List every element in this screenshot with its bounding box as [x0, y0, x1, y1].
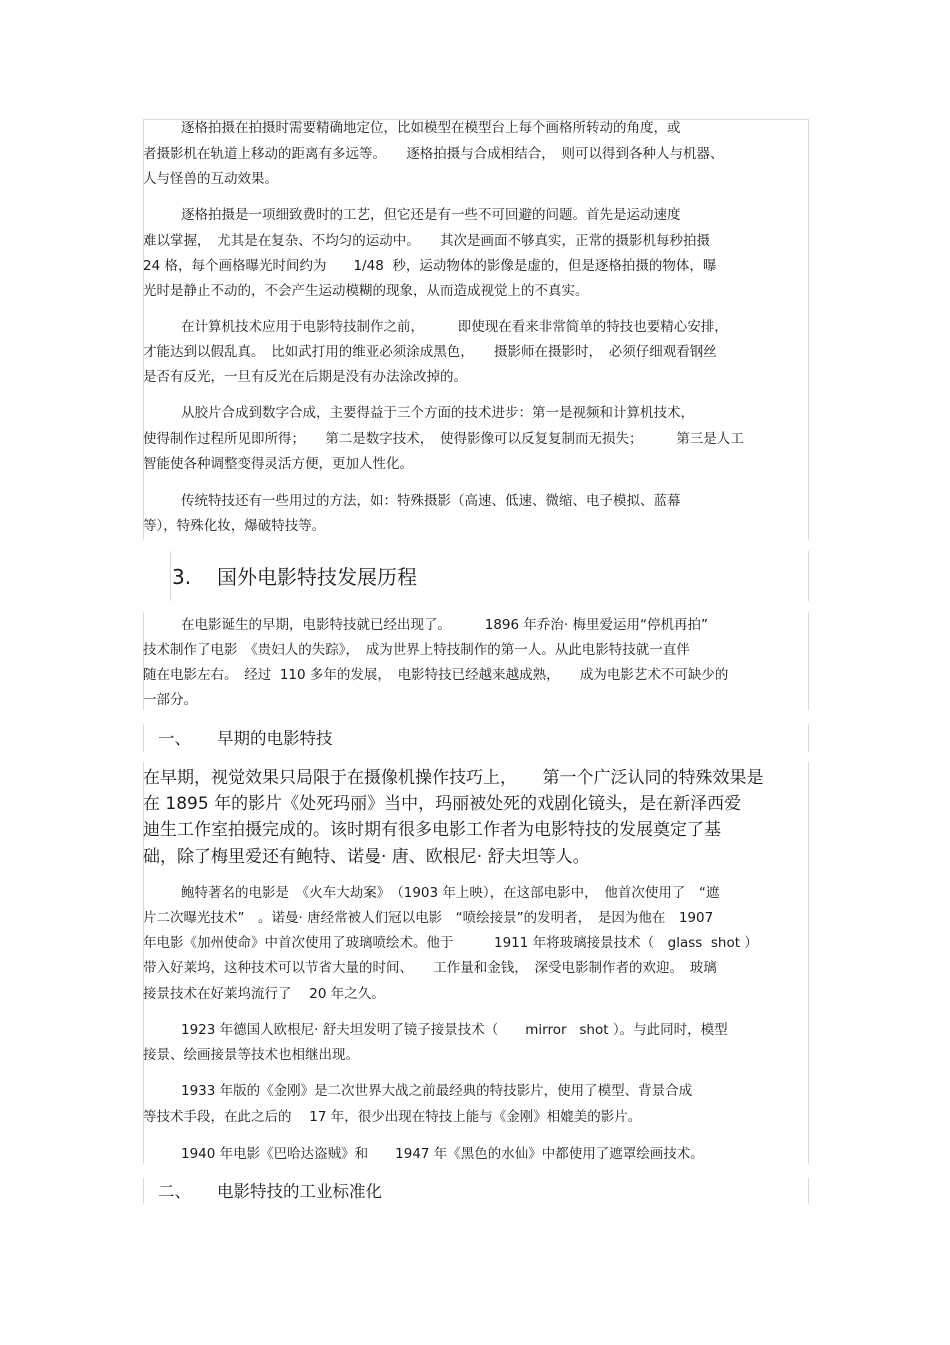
text-line: 等技术手段，在此之后的 17 年，很少出现在特技上能与《金刚》相媲美的影片。 [143, 1109, 642, 1125]
text-line: 使得制作过程所见即所得； 第二是数字技术， 使得影像可以反复复制而无损失； 第三是人工 [143, 431, 744, 447]
text-line: 24 格，每个画格曝光时间约为 1/48 秒，运动物体的影像是虚的，但是逐格拍摄的物体，曝 [143, 258, 717, 274]
text-line: 迪生工作室拍摄完成的。该时期有很多电影工作者为电影特技的发展奠定了基 [143, 820, 721, 840]
text-line: 智能使各种调整变得灵活方便，更加人性化。 [143, 456, 413, 472]
text-line: 带入好莱坞，这种技术可以节省大量的时间、 工作量和金钱， 深受电影制作者的欢迎。 玻璃 [143, 960, 717, 976]
text-line: 在计算机技术应用于电影特技制作之前， 即使现在看来非常简单的特技也要精心安排， [181, 319, 728, 335]
text-line: 1940 年电影《巴哈达盗贼》和 1947 年《黑色的水仙》中都使用了遮罩绘画技术。 [181, 1146, 704, 1162]
text-line: 鲍特著名的电影是 《火车大劫案》 （1903 年上映），在这部电影中， 他首次使用了 “遮 [181, 885, 720, 901]
text-line: 1933 年版的《金刚》是二次世界大战之前最经典的特技影片，使用了模型、背景合成 [181, 1083, 693, 1099]
text-line: 难以掌握， 尤其是在复杂、不均匀的运动中。 其次是画面不够真实，正常的摄影机每秒拍摄 [143, 233, 710, 249]
section-number: 3. [172, 565, 192, 589]
subsection-number: 二、 [158, 1182, 191, 1201]
text-line: 传统特技还有一些用过的方法，如：特殊摄影（高速、低速、微缩、电子模拟、蓝幕 [181, 493, 681, 509]
section-title: 国外电影特技发展历程 [217, 565, 417, 589]
text-line: 在 1895 年的影片《处死玛丽》当中，玛丽被处死的戏剧化镜头，是在新泽西爱 [143, 794, 742, 814]
text-line: 逐格拍摄是一项细致费时的工艺，但它还是有一些不可回避的问题。首先是运动速度 [181, 207, 681, 223]
text-line: 技术制作了电影 《贵妇人的失踪》， 成为世界上特技制作的第一人。从此电影特技就一直伴 [143, 642, 690, 658]
text-line: 一部分。 [143, 692, 197, 708]
text-line: 人与怪兽的互动效果。 [143, 171, 278, 187]
text-line: 从胶片合成到数字合成，主要得益于三个方面的技术进步：第一是视频和计算机技术， [181, 405, 694, 421]
text-line: 等），特殊化妆，爆破特技等。 [143, 518, 326, 534]
text-line: 接景、绘画接景等技术也相继出现。 [143, 1047, 359, 1063]
text-line: 光时是静止不动的，不会产生运动模糊的现象，从而造成视觉上的不真实。 [143, 283, 589, 299]
text-line: 1923 年德国人欧根尼· 舒夫坦发明了镜子接景技术（ mirror shot ）。与此同时，模型 [181, 1022, 728, 1038]
text-line: 才能达到以假乱真。 比如武打用的维亚必须涂成黑色， 摄影师在摄影时， 必须仔细观看钢丝 [143, 344, 717, 360]
text-line: 在早期，视觉效果只局限于在摄像机操作技巧上， 第一个广泛认同的特殊效果是 [143, 768, 764, 788]
text-line: 接景技术在好莱坞流行了 20 年之久。 [143, 986, 385, 1002]
text-line: 者摄影机在轨道上移动的距离有多远等。 逐格拍摄与合成相结合， 则可以得到各种人与机器、 [143, 146, 724, 162]
text-line: 是否有反光，一旦有反光在后期是没有办法涂改掉的。 [143, 369, 467, 385]
text-line: 年电影《加州使命》中首次使用了玻璃喷绘术。他于 1911 年将玻璃接景技术（ glass shot ） [143, 935, 758, 951]
text-line: 随在电影左右。 经过 110 多年的发展， 电影特技已经越来越成熟， 成为电影艺术不可缺少的 [143, 667, 729, 683]
text-line: 片二次曝光技术” 。诺曼· 唐经常被人们冠以电影 “喷绘接景”的发明者， 是因为他在 1907 [143, 910, 714, 926]
text-line: 础，除了梅里爱还有鲍特、诺曼· 唐、欧根尼· 舒夫坦等人。 [143, 847, 590, 867]
subsection-title: 电影特技的工业标准化 [217, 1182, 382, 1201]
subsection-title: 早期的电影特技 [217, 729, 333, 748]
text-line: 逐格拍摄在拍摄时需要精确地定位，比如模型在模型台上每个画格所转动的角度，或 [181, 120, 681, 136]
subsection-number: 一、 [158, 729, 191, 748]
text-line: 在电影诞生的早期，电影特技就已经出现了。 1896 年乔治· 梅里爱运用“停机再拍” [181, 617, 708, 633]
